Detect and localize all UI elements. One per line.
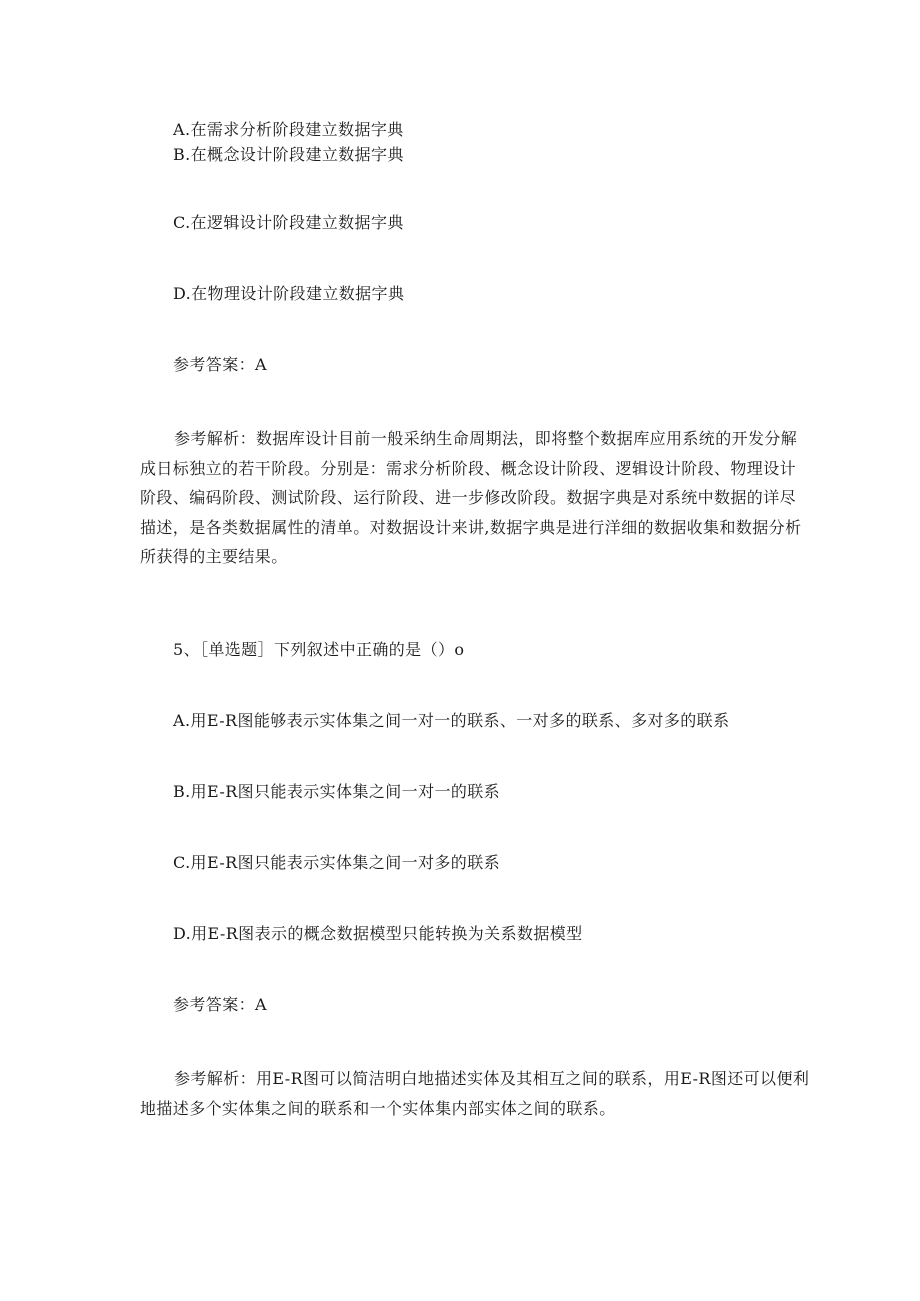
q5-explanation: [140, 1064, 810, 1123]
q4-option-c: C.在逻辑设计阶段建立数据字典: [173, 213, 404, 232]
q4-option-d: D.在物理设计阶段建立数据字典: [173, 284, 405, 303]
q5-option-a: A.用E-R图能够表示实体集之间一对一的联系、一对多的联系、多对多的联系: [173, 711, 730, 730]
q4-option-a: A.在需求分析阶段建立数据字典: [173, 120, 404, 139]
q5-question: 5、［单选题］下列叙述中正确的是（）o: [173, 640, 465, 659]
q4-explanation: [140, 424, 810, 572]
q5-option-c: C.用E-R图只能表示实体集之间一对多的联系: [173, 853, 500, 872]
q5-option-d: D.用E-R图表示的概念数据模型只能转换为关系数据模型: [173, 924, 583, 943]
q4-answer: 参考答案：A: [173, 355, 267, 374]
q5-option-b: B.用E-R图只能表示实体集之间一对一的联系: [173, 782, 501, 801]
q4-explanation-text: 参考解析：数据库设计目前一般采纳生命周期法，即将整个数据库应用系统的开发分解成日标独立的若干阶段。分别是：需求分析阶段、概念设计阶段、逻辑设计阶段、物理设计阶段、编码阶段、测试阶段、运行阶段、进一步修改阶段。数据字典是对系统中数据的详尽描述，是各类数据属性的清单。对数据设计来讲,数据字典是进行洋细的数据收集和数据分析所获得的主要结果。: [140, 429, 802, 566]
q4-option-b: B.在概念设计阶段建立数据字典: [173, 145, 404, 164]
q5-explanation-text: 参考解析：用E-R图可以简洁明白地描述实体及其相互之间的联系，用E-R图还可以便利地描述多个实体集之间的联系和一个实体集内部实体之间的联系。: [140, 1069, 810, 1118]
q5-answer: 参考答案：A: [173, 995, 267, 1014]
